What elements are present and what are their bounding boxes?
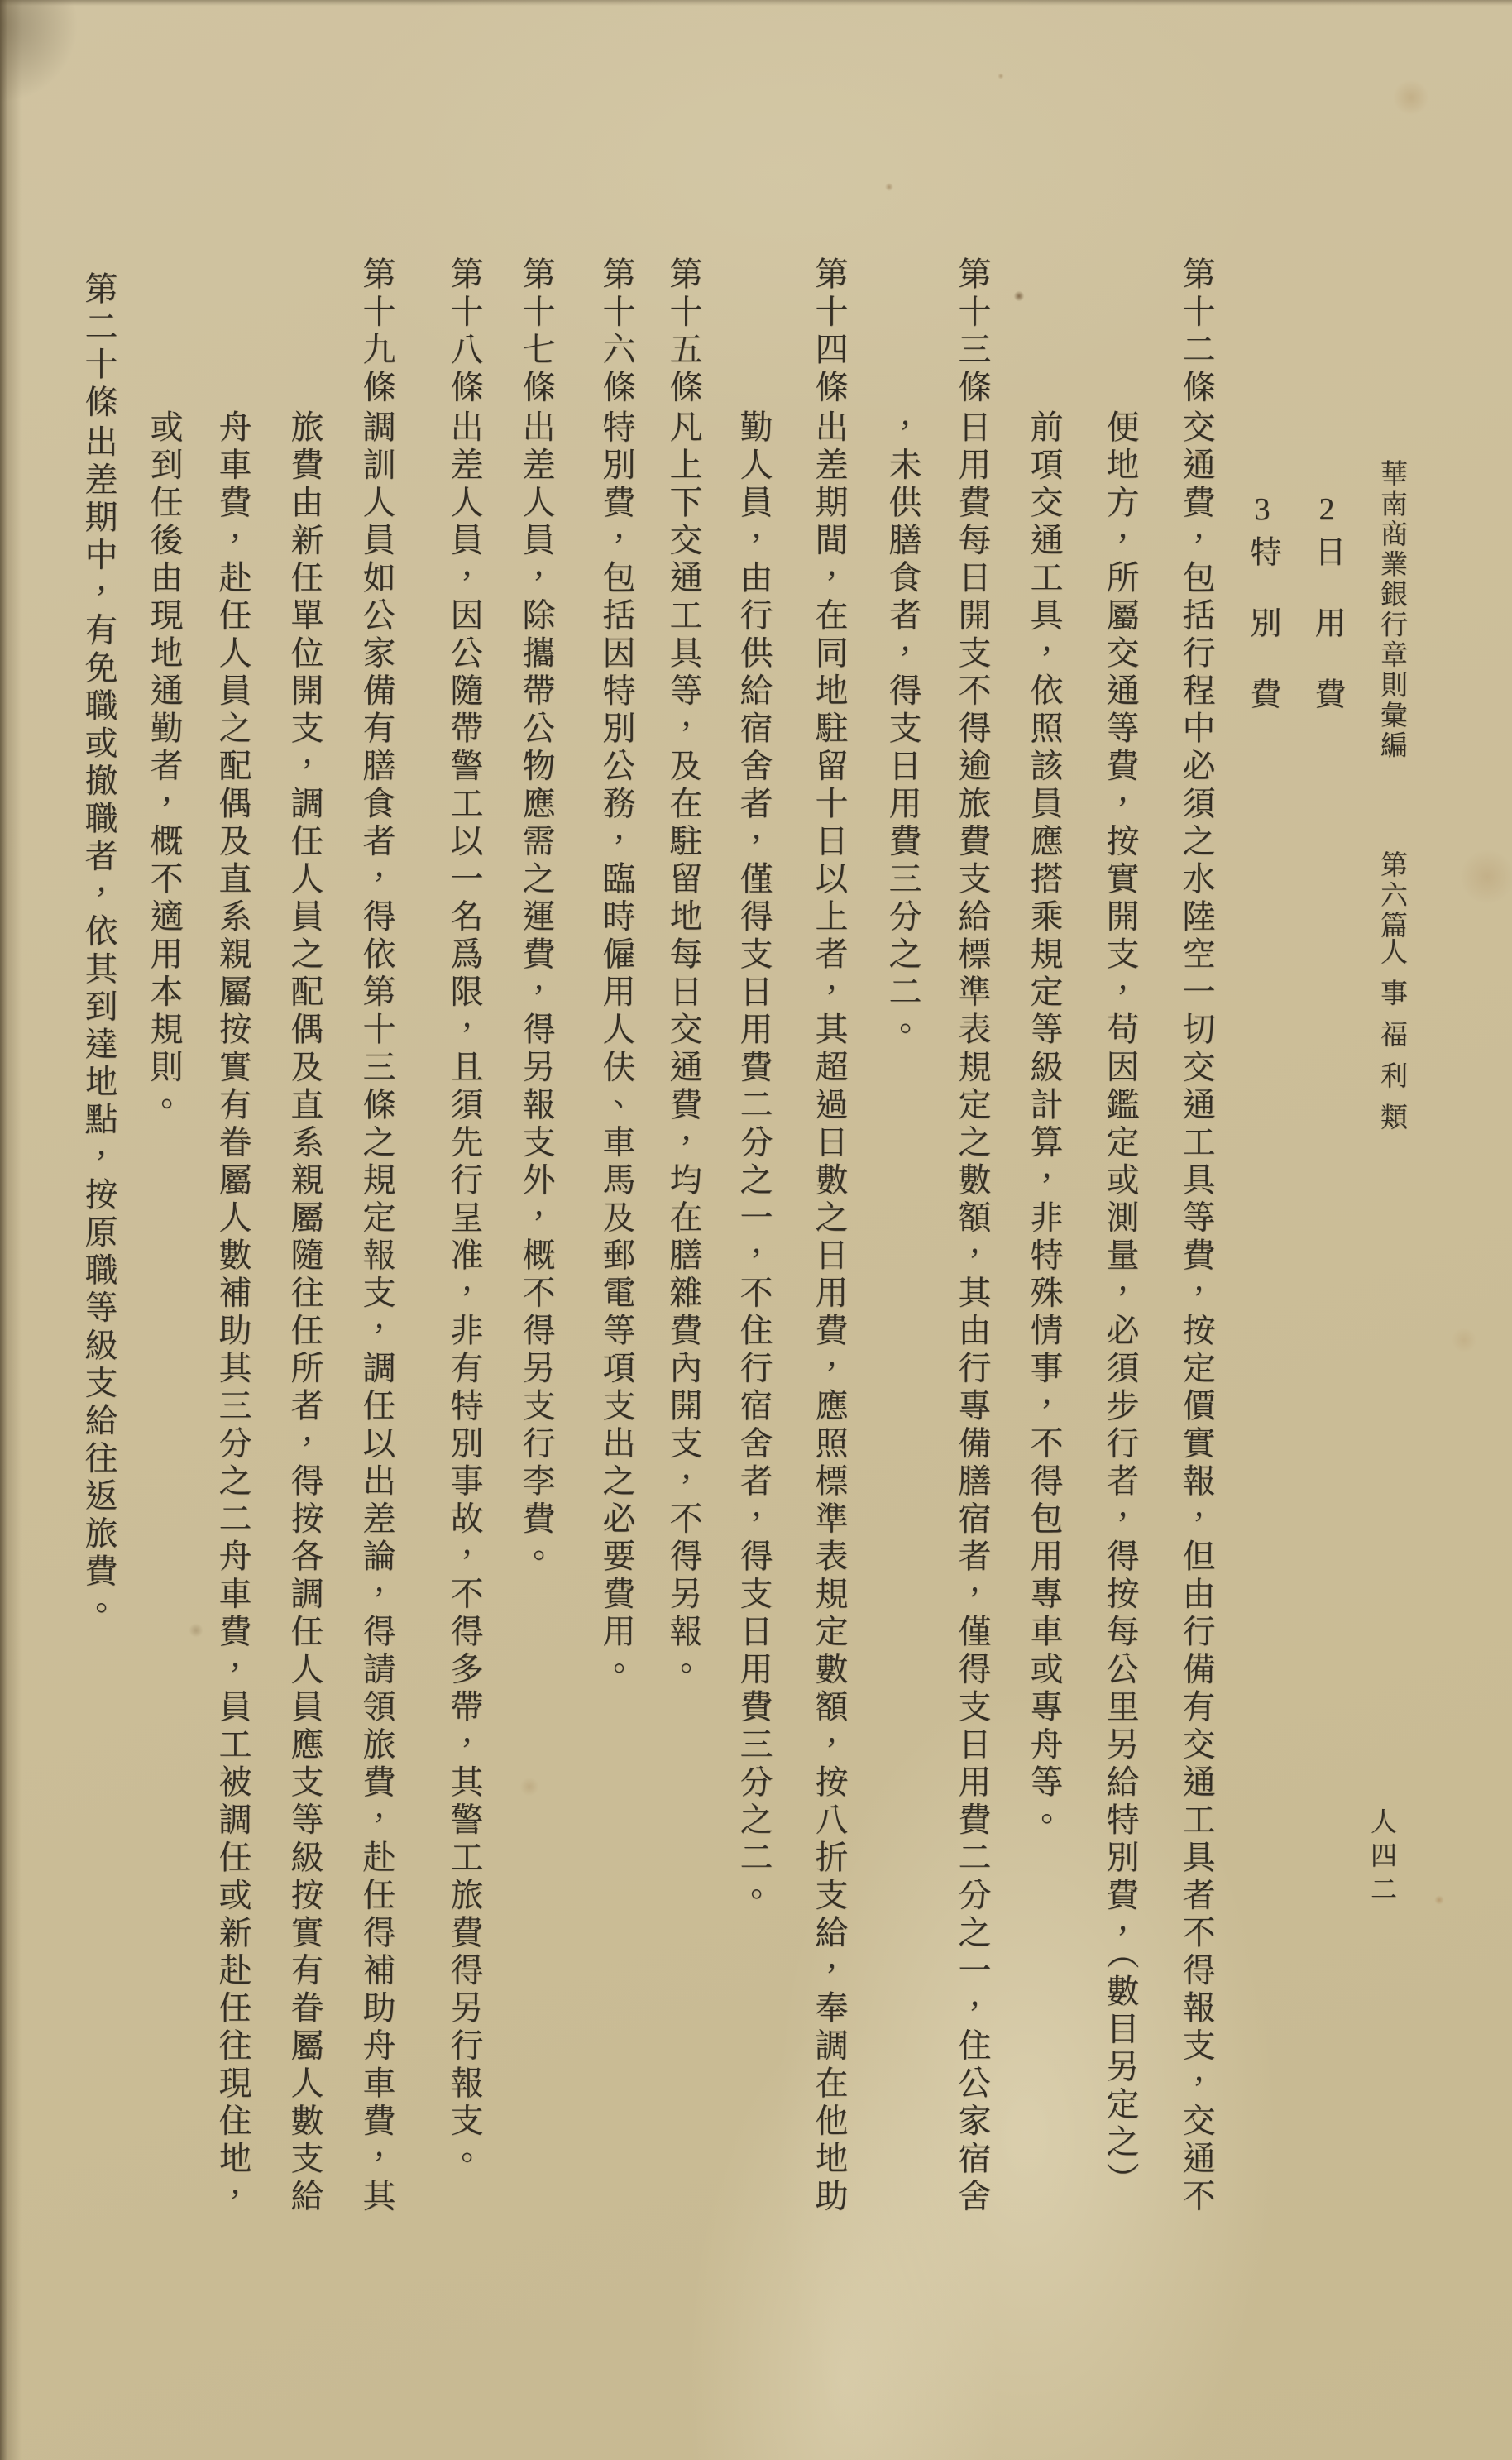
article-19-col-4: 或到任後由現地通勤者，概不適用本規則。: [146, 409, 183, 1125]
book-title: 華南商業銀行章則彙編: [1376, 459, 1406, 761]
article-15-col-1: [664, 256, 702, 1689]
category-title: 人事福利類: [1376, 937, 1406, 1144]
article-19-col-1: [357, 256, 395, 2216]
part-number: 第六篇: [1376, 850, 1406, 941]
article-19-text-1: 調訓人員如公家備有膳食者，得依第十三條之規定報支，調任以出差論，得請領旅費，赴任得補助舟車費，其: [358, 409, 395, 2216]
article-18-heading: 第十八條: [446, 256, 483, 407]
article-18-col-1: [445, 256, 483, 2179]
article-13-col-1: [953, 256, 991, 2216]
article-12-col-1: [1177, 256, 1215, 2216]
article-14-col-1: [810, 256, 848, 2216]
article-13-heading: 第十三條: [954, 256, 991, 407]
article-13-col-2: ，未供膳食者，得支日用費三分之二。: [884, 409, 921, 1050]
article-13-text-1: 日用費每日開支不得逾旅費支給標準表規定之數額，其由行專備膳宿者，僅得支日用費二分之一，住公家宿舍: [954, 409, 991, 2216]
page-number: 人四二: [1367, 1807, 1397, 1909]
article-19-col-2: 旅費由新任單位開支，調任人員之配偶及直系親屬隨往任所者，得按各調任人員應支等級按實有眷屬人數支給: [286, 409, 323, 2216]
article-16-col-1: [597, 256, 635, 1689]
section-number: 3: [1245, 492, 1280, 527]
article-20-heading: 第二十條: [80, 271, 117, 422]
article-14-text-1: 出差期間，在同地駐留十日以上者，其超過日數之日用費，應照標準表規定數額，按八折支給，奉調在他地助: [811, 409, 848, 2216]
article-12-col-3: 前項交通工具，依照該員應搭乘規定等級計算，非特殊情事，不得包用專車或專舟等。: [1026, 409, 1063, 1840]
section-title: 日用費: [1309, 535, 1344, 749]
section-heading-special-fee: [1243, 492, 1281, 749]
article-17-col-1: [517, 256, 555, 1577]
section-title: 特別費: [1245, 535, 1280, 749]
article-17-heading: 第十七條: [518, 256, 555, 407]
article-18-text-1: 出差人員，因公隨帶警工以一名爲限，且須先行呈准，非有特別事故，不得多帶，其警工旅費得另行報支。: [446, 409, 483, 2179]
article-12-text-1: 交通費，包括行程中必須之水陸空一切交通工具等費，按定價實報，但由行備有交通工具者不得報支，交通不: [1178, 409, 1215, 2216]
article-19-col-3: 舟車費，赴任人員之配偶及直系親屬按實有眷屬人數補助其三分之二舟車費，員工被調任或新赴任往現住地，: [214, 409, 251, 2216]
article-12-col-2: 便地方，所屬交通等費，按實開支，苟因鑑定或測量，必須步行者，得按每公里另給特別費，（數目另定之）: [1102, 409, 1139, 2199]
section-heading-daily-fee: [1308, 492, 1346, 749]
article-12-heading: 第十二條: [1178, 256, 1215, 407]
article-20-text-1: 出差期中，有免職或撤職者，依其到達地點，按原職等級支給往返旅費。: [80, 424, 117, 1629]
article-15-text-1: 凡上下交通工具等，及在駐留地每日交通費，均在膳雜費內開支，不得另報。: [665, 409, 702, 1689]
article-16-heading: 第十六條: [598, 256, 635, 407]
article-15-heading: 第十五條: [665, 256, 702, 407]
article-14-heading: 第十四條: [811, 256, 848, 407]
article-16-text-1: 特別費，包括因特別公務，臨時僱用人伕、車馬及郵電等項支出之必要費用。: [598, 409, 635, 1689]
article-14-col-2: 勤人員，由行供給宿舍者，僅得支日用費二分之一，不住行宿舍者，得支日用費三分之二。: [735, 409, 773, 1915]
article-19-heading: 第十九條: [358, 256, 395, 407]
section-number: 2: [1309, 492, 1344, 527]
article-20-col-1: [79, 271, 117, 1629]
article-17-text-1: 出差人員，除攜帶公物應需之運費，得另報支外，概不得另支行李費。: [518, 409, 555, 1577]
